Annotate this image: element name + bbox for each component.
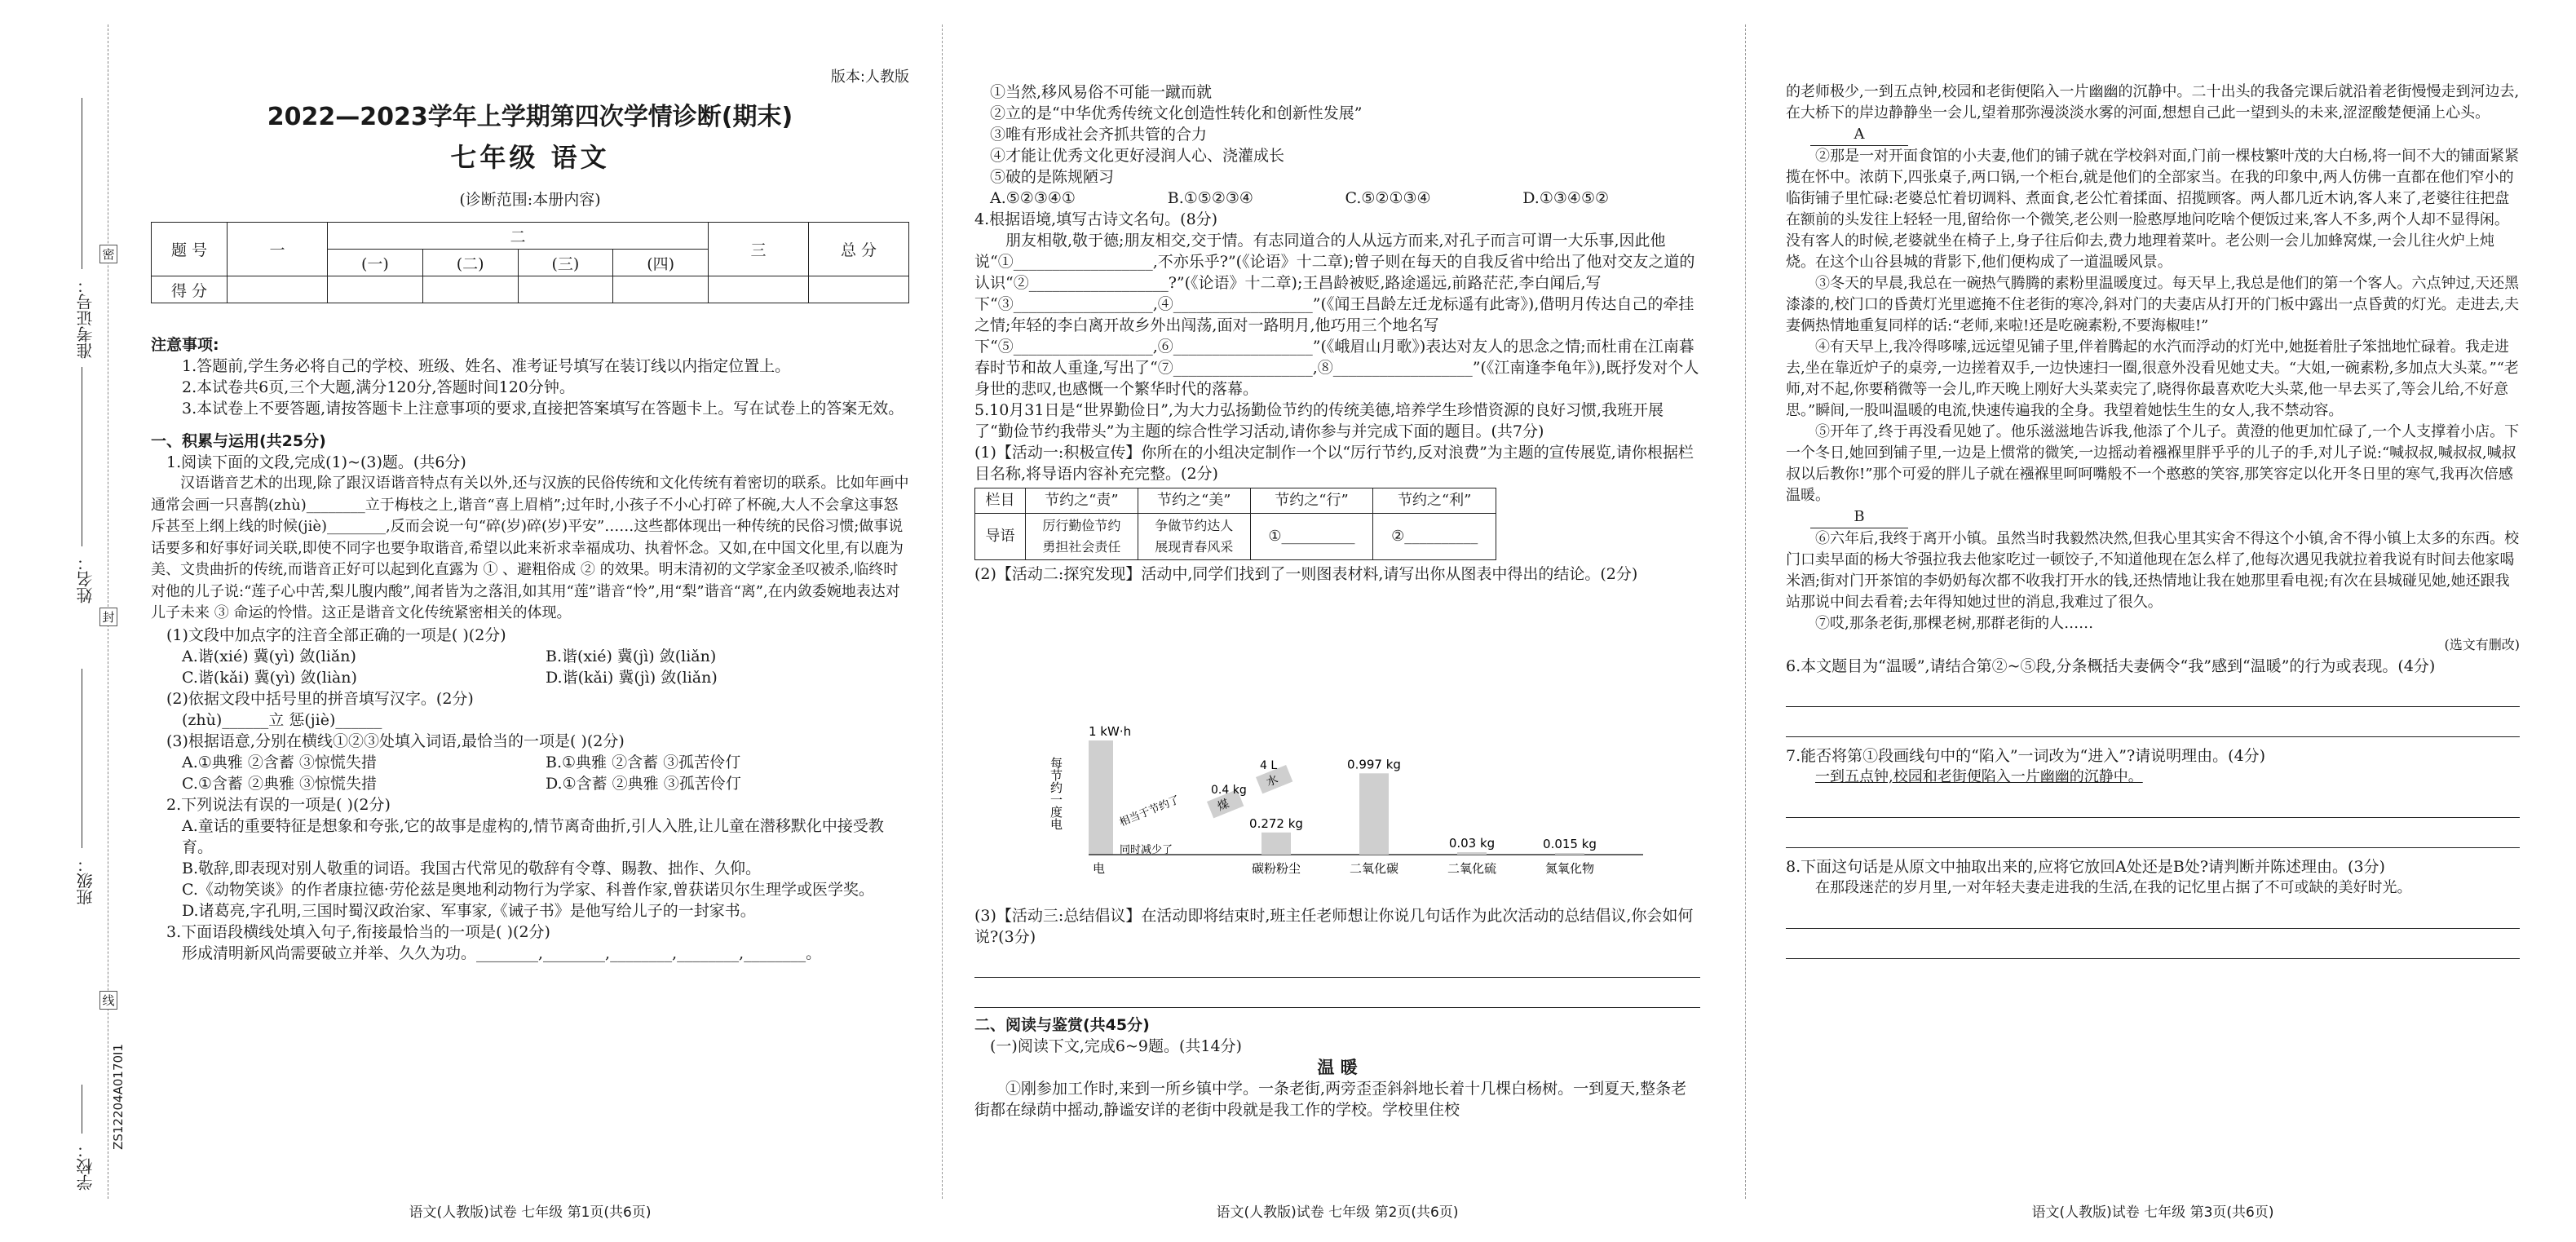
q1-stem: 1.阅读下面的文段,完成(1)~(3)题。(共6分) — [166, 453, 466, 471]
page-divider — [1745, 24, 1747, 1199]
seal-mark-3: 线 — [99, 991, 117, 1010]
act-head: 节约之“利” — [1373, 488, 1496, 514]
score-sub-4: (四) — [613, 250, 709, 276]
score-sub-3: (三) — [518, 250, 613, 276]
q3-option: ③唯有形成社会齐抓共管的合力 — [990, 126, 1208, 144]
energy-chart — [1023, 724, 1643, 879]
act-head: 栏目 — [975, 488, 1026, 514]
score-h-2: 二 — [328, 223, 709, 250]
page-footer: 语文(人教版)试卷 七年级 第2页(共6页) — [1216, 1204, 1459, 1221]
seal-mark-2: 封 — [99, 608, 117, 626]
binding-margin — [0, 0, 151, 1242]
answer-line[interactable] — [1786, 682, 2520, 707]
answer-line[interactable] — [974, 983, 1700, 1008]
section-2-title: 二、阅读与鉴赏(共45分) — [974, 1016, 1150, 1034]
bar-value-label-3: 0.015 kg — [1543, 837, 1597, 851]
notes-title: 注意事项: — [151, 336, 219, 354]
essay-p1: ①刚参加工作时,来到一所乡镇中学。一条老街,两旁歪歪斜斜地长着十几棵白杨树。一到夏天,整条老街都在绿荫中摇动,静谧安详的老街中段就是我工作的学校。学校里住校 — [974, 1080, 1687, 1119]
activity-table — [974, 488, 1496, 560]
q7-quote: 一到五点钟,校园和老街便陷入一片幽幽的沉静中。 — [1815, 768, 2143, 785]
q4-text[interactable]: 朋友相敬,敬于德;朋友相交,交于情。有志同道合的人从远方而来,对孔子而言可谓一大乐事,因此他说“①__________________,不亦乐乎?”(《论语》十二章);曾子则在每天的自我反省中给出了他对交友之道的认识“②__________________?”(《论语》十二章);王昌龄被贬,路途遥远,前路茫茫,李白闻后,写下“③__________________,④__________________”(《闻王昌龄左迁龙标遥有此寄》),借明月传达自己的牵挂之情;年轻的李白离开故乡外出闯荡,面对一路明月,他巧用三个地名写下“⑤__________________,⑥__________________”(《峨眉山月歌》)表达对友人的思念之情;而杜甫在江南暮春时节和故人重逢,写出了“⑦__________________,⑧__________________”(《江南逢李龟年》),既抒发对个人身世的悲叹,也感慨一个繁华时代的落幕。 — [974, 232, 1699, 398]
option-c[interactable]: C.①含蓄 ②典雅 ③惊慌失措 — [182, 774, 378, 793]
bar-1 — [1359, 773, 1389, 855]
q5-2-stem: (2)【活动二:探究发现】活动中,同学们找到了一则图表材料,请写出你从图表中得出的结论。(2分) — [974, 565, 1638, 583]
essay-p1-cont: 的老师极少,一到五点钟,校园和老街便陷入一片幽幽的沉静中。二十出头的我备完课后就沿着老街慢慢走到河边去,在大桥下的岸边静静坐一会儿,望着那弥漫淡淡水雾的河面,想想自己此一望到头的未来,涩涩酸楚便涌上心头。 — [1786, 83, 2520, 122]
option-b[interactable]: B.①⑤②③④ — [1167, 189, 1253, 207]
q5-3-stem: (3)【活动三:总结倡议】在活动即将结束时,班主任老师想让你说几句话作为此次活动的总结倡议,你会如何说?(3分) — [974, 907, 1694, 946]
essay-p4: ④有天早上,我冷得哆嗦,远远望见铺子里,伴着腾起的水汽而浮动的灯光中,她挺着肚子笨拙地忙碌着。我走进去,坐在靠近炉子的桌旁,一边搓着双手,一边快速扫一圈,很意外没看见她丈夫。“大姐,一碗素粉,多加点大头菜。”“老师,对不起,你要稍微等一会儿,昨天晚上刚好大头菜卖完了,晓得你最喜欢吃大头菜,他一早去买了,等会儿给,不好意思。”瞬间,一股叫温暖的电流,快速传遍我的全身。我望着她怯生生的女人,我不禁动容。 — [1786, 338, 2519, 419]
q3-option: ④才能让优秀文化更好浸润人心、浇灌成长 — [990, 147, 1285, 165]
score-cell[interactable] — [422, 276, 518, 303]
q5-stem: 5.10月31日是“世界勤俭日”,为大力弘扬勤俭节约的传统美德,培养学生珍惜资源的良好习惯,我班开展了“勤俭节约我带头”为主题的综合性学习活动,请你参与并完成下面的题目。(共7分) — [974, 401, 1664, 440]
score-cell[interactable] — [809, 276, 909, 303]
chart-annotation: 相当于节约了 — [1117, 793, 1182, 829]
essay-p7: ⑦哎,那条老街,那棵老树,那群老街的人…… — [1815, 615, 2094, 632]
score-cell[interactable] — [328, 276, 423, 303]
note-item: 1.答题前,学生务必将自己的学校、班级、姓名、准考证号填写在装订线以内指定位置上。 — [182, 357, 791, 375]
option-c[interactable]: C.谐(kǎi) 冀(yì) 敛(liàn) — [182, 668, 357, 687]
q1-1-options — [151, 646, 909, 688]
mark-a: A — [1810, 124, 1908, 146]
extra-value-0: 0.4 kg — [1211, 784, 1247, 797]
option-a[interactable]: A.谐(xié) 冀(yì) 敛(liǎn) — [182, 647, 356, 665]
page-footer: 语文(人教版)试卷 七年级 第3页(共6页) — [2031, 1204, 2274, 1221]
score-h-3: 三 — [709, 223, 809, 276]
score-cell[interactable] — [228, 276, 328, 303]
q5-1-stem: (1)【活动一:积极宣传】你所在的小组决定制作一个以“厉行节约,反对浪费”为主题的宣传展览,请你根据栏目名称,将导语内容补充完整。(2分) — [974, 444, 1694, 483]
bar-value-label-2: 0.03 kg — [1448, 836, 1496, 851]
option-b[interactable]: B.敬辞,即表现对别人敬重的词语。我国古代常见的敬辞有令尊、賜教、拙作、久仰。 — [182, 859, 762, 877]
page-divider — [942, 24, 943, 1199]
score-cell[interactable] — [709, 276, 809, 303]
q1-passage: 汉语谐音艺术的出现,除了跟汉语谐音特点有关以外,还与汉族的民俗传统和文化传统有着密切的联系。比如年画中通常会画一只喜鹊(zhù)________立于梅枝之上,谐音“喜上眉梢”;过年时,小孩子不小心打碎了杯碗,大人不会拿这事怒斥甚至上纲上线的时候(jiè)________,反而会说一句“碎(岁)碎(岁)平安”……这些都体现出一种传统的民俗习惯;做事说话要多和好事好词关联,即使不同字也要争取谐音,希望以此来祈求幸福成功、执着怀念。又如,在中国文化里,有以鹿为美、文贵曲折的传统,而谐音正好可以起到化直露为 ① 、避粗俗成 ② 的效果。明末清初的文学家金圣叹被杀,临终时对他的儿子说:“莲子心中苦,梨儿腹内酸”,闻者皆为之落泪,如其用“莲”谐音“怜”,用“梨”谐音“离”,在内敛委婉地表达对儿子未来 ③ 命运的怜惜。这正是谐音文化传统紧密相关的体现。 — [151, 475, 909, 621]
section-1-title: 一、积累与运用(共25分) — [151, 432, 326, 450]
class-label: 班级： — [76, 856, 95, 905]
q4-stem: 4.根据语境,填写古诗文名句。(8分) — [974, 210, 1218, 228]
note-item: 2.本试卷共6页,三个大题,满分120分,答题时间120分钟。 — [182, 378, 575, 396]
act-cell: 厉行勤俭节约 勇担社会责任 — [1025, 514, 1138, 560]
answer-line[interactable] — [974, 952, 1700, 978]
page-2 — [974, 0, 1700, 1242]
act-cell: 导语 — [975, 514, 1026, 560]
q7-stem: 7.能否将第①段画线句中的“陷入”一词改为“进入”?请说明理由。(4分) — [1786, 747, 2266, 765]
x-start-label: 电 — [1093, 861, 1106, 876]
score-h-1: 一 — [228, 223, 328, 276]
score-sub-2: (二) — [422, 250, 518, 276]
essay-p5: ⑤开年了,终于再没看见她了。他乐滋滋地告诉我,他添了个儿子。黄澄的他更加忙碌了,一个人支撑着小店。下一个冬日,她回到铺子里,一边是上惯常的微笑,一边摇动着襁褓里胖乎乎的儿子的手,对儿子说:“喊叔叔,喊叔叔,喊叔叔以后教你!”那个可爱的胖儿子就在襁褓里呵呵嘴般不一个憨憨的笑容,那笑容定以化开冬日里的寒气,我再次倍感温暖。 — [1786, 423, 2520, 504]
essay-p6: ⑥六年后,我终于离开小镇。虽然当时我毅然决然,但我心里其实舍不得这个小镇,舍不得小镇上太多的东西。校门口卖早面的杨大爷强拉我去他家吃过一顿饺子,不知道他现在怎么样了,他每次遇见我就拉着我说有时间去他家喝米酒;街对门开茶馆的李奶奶每次都不收我打开水的钱,还热情地让我在她那里看电视;有次在县城碰见她,她还跟我站那说中间去看着;去年得知她过世的消息,我难过了很久。 — [1786, 530, 2520, 611]
exam-id-label: 准考证号： — [76, 277, 95, 359]
mark-b: B — [1810, 506, 1908, 528]
option-c[interactable]: C.《动物笑谈》的作者康拉德·劳伦兹是奥地利动物行为学家、科普作家,曾获诺贝尔生理学或医学奖。 — [182, 880, 874, 899]
answer-line[interactable] — [1786, 904, 2520, 929]
act-blank-2[interactable]: ②__________ — [1373, 514, 1496, 560]
q1-2-blanks[interactable]: (zhù)______立 惩(jiè)______ — [182, 710, 382, 729]
act-head: 节约之“行” — [1250, 488, 1373, 514]
q3-option: ⑤破的是陈规陋习 — [990, 168, 1115, 186]
score-table — [151, 222, 909, 303]
option-b[interactable]: B.谐(xié) 冀(jì) 敛(liǎn) — [546, 647, 717, 665]
category-label-2: 二氧化硫 — [1447, 861, 1497, 876]
option-d[interactable]: D.①③④⑤② — [1522, 189, 1610, 207]
bar-value-label-1: 0.997 kg — [1347, 757, 1401, 772]
answer-line[interactable] — [1786, 793, 2520, 818]
essay-p3: ③冬天的早晨,我总在一碗热气腾腾的素粉里温暖度过。每天早上,我总是他们的第一个客人。六点钟过,天还黑漆漆的,校门口的昏黄灯光里遮掩不住老街的寒冷,斜对门的夫妻店从打开的门板中露出一点昏黄的灯光。走进去,夫妻俩热情地重复同样的话:“老师,来啦!还是吃碗素粉,不要海椒哇!” — [1786, 275, 2520, 334]
page-footer: 语文(人教版)试卷 七年级 第1页(共6页) — [409, 1204, 652, 1221]
option-a[interactable]: A.①典雅 ②含蓄 ③惊慌失措 — [182, 753, 377, 771]
q6-stem: 6.本文题目为“温暖”,请结合第②~⑤段,分条概括夫妻俩令“我”感到“温暖”的行为或表现。(4分) — [1786, 657, 2436, 675]
q3-option: ①当然,移风易俗不可能一蹴而就 — [990, 83, 1213, 101]
score-cell[interactable] — [613, 276, 709, 303]
extra-label-1: 水 — [1264, 772, 1280, 789]
score-cell[interactable] — [518, 276, 613, 303]
answer-line[interactable] — [1786, 823, 2520, 848]
page-3 — [1786, 0, 2520, 1242]
seal-mark-1: 密 — [99, 245, 117, 263]
category-label-0: 碳粉粉尘 — [1251, 861, 1301, 876]
page2-body — [974, 82, 1700, 585]
answer-line[interactable] — [1786, 934, 2520, 959]
option-d[interactable]: D.谐(kǎi) 冀(jì) 敛(liǎn) — [546, 668, 718, 687]
bar-3 — [1555, 853, 1584, 855]
page3-body — [1786, 82, 2520, 959]
option-d[interactable]: D.诸葛亮,字孔明,三国时蜀汉政治家、军事家,《诫子书》是他写给儿子的一封家书。 — [182, 901, 756, 920]
source-note: (选文有删改) — [2444, 637, 2520, 652]
q8-quote: 在那段迷茫的岁月里,一对年轻夫妻走进我的生活,在我的记忆里占据了不可或缺的美好时光。 — [1815, 879, 2412, 896]
extra-value-1: 4 L — [1260, 759, 1278, 772]
page2-body-2 — [974, 905, 1700, 1120]
category-label-1: 二氧化碳 — [1349, 861, 1399, 876]
option-c[interactable]: C.⑤②①③④ — [1345, 189, 1431, 207]
extra-label-0: 煤 — [1215, 797, 1231, 814]
q1-3-stem: (3)根据语意,分别在横线①②③处填入词语,最恰当的一项是( )(2分) — [166, 731, 625, 750]
page1-body — [151, 334, 909, 964]
y-axis-label: 每节约一度电 — [1049, 757, 1063, 830]
q3-text: 形成清明新风尚需要破立并举、久久为功。________,________,________,________,________。 — [182, 944, 822, 962]
exam-subtitle: 七年级 语文 — [450, 142, 610, 173]
option-d[interactable]: D.①含蓄 ②典雅 ③孤苦伶仃 — [546, 774, 741, 793]
essay-title: 温 暖 — [1317, 1058, 1358, 1077]
q3-option: ②立的是“中华优秀传统文化创造性转化和创新性发展” — [990, 104, 1363, 122]
exam-title: 2022—2023学年上学期第四次学情诊断(期末) — [267, 103, 793, 131]
paper-code: ZS12204A0170I1 — [111, 1044, 126, 1150]
act-blank-1[interactable]: ①__________ — [1250, 514, 1373, 560]
chart-annotation-2: 同时减少了 — [1120, 844, 1173, 856]
score-h-total: 总 分 — [809, 223, 909, 276]
edition-label: 版本:人教版 — [830, 69, 909, 86]
q1-2-stem: (2)依据文段中括号里的拼音填写汉字。(2分) — [166, 689, 474, 708]
exam-scope: (诊断范围:本册内容) — [459, 191, 601, 209]
act-cell: 争做节约达人 展现青春风采 — [1138, 514, 1250, 560]
name-label: 姓名： — [76, 555, 95, 603]
q2-stem: 2.下列说法有误的一项是( )(2分) — [166, 795, 391, 814]
q3-choices — [974, 188, 1700, 209]
essay-p2: ②那是一对开面食馆的小夫妻,他们的铺子就在学校斜对面,门前一棵枝繁叶茂的大白杨,将一间不大的铺面紧紧揽在怀中。浓荫下,四张桌子,两口锅,一个柜台,就是他们的全部家当。在我的印象中,两人仿佛一直都在他们窄小的临街铺子里忙碌:老婆总忙着切调料、煮面食,老公忙着揉面、招揽顾客。两人都几近木讷,客人来了,老婆往往把盘在额前的头发往上轻轻一甩,留给你一个微笑,老公则一脸憨厚地问吃啥个便饭过来,客人不多,两个人却不显得闲。没有客人的时候,老婆就坐在椅子上,身子往后仰去,费力地理着菜叶。老公则一会儿加蜂窝煤,一会儿往火炉上炖烧。在这个山谷县城的背影下,他们便构成了一道温暖风景。 — [1786, 148, 2520, 271]
sub1-stem: (一)阅读下文,完成6~9题。(共14分) — [990, 1037, 1242, 1055]
source-bar — [1089, 740, 1113, 855]
option-b[interactable]: B.①典雅 ②含蓄 ③孤苦伶仃 — [546, 753, 741, 771]
q1-3-options — [151, 752, 909, 794]
top-label: 1 kW·h — [1089, 724, 1132, 739]
note-item: 3.本试卷上不要答题,请按答题卡上注意事项的要求,直接把答案填写在答题卡上。写在试卷上的答案无效。 — [182, 400, 904, 418]
q8-stem: 8.下面这句话是从原文中抽取出来的,应将它放回A处还是B处?请判断并陈述理由。(3分) — [1786, 858, 2385, 876]
category-label-3: 氮氧化物 — [1544, 861, 1595, 876]
option-a[interactable]: A.⑤②③④① — [990, 189, 1076, 207]
page-1 — [151, 0, 909, 1242]
answer-line[interactable] — [1786, 712, 2520, 737]
bar-2 — [1457, 852, 1487, 855]
score-sub-1: (一) — [328, 250, 423, 276]
score-h-tihao: 题 号 — [152, 223, 228, 276]
act-head: 节约之“责” — [1025, 488, 1138, 514]
q3-stem: 3.下面语段横线处填入句子,衔接最恰当的一项是( )(2分) — [166, 922, 550, 941]
score-row-label: 得 分 — [152, 276, 228, 303]
school-label: 学校： — [76, 1142, 95, 1191]
q1-1-stem: (1)文段中加点字的注音全部正确的一项是( )(2分) — [166, 625, 506, 644]
bar-value-label-0: 0.272 kg — [1249, 815, 1303, 831]
option-a[interactable]: A.童话的重要特征是想象和夸张,它的故事是虚构的,情节离奇曲折,引人入胜,让儿童在潜移默化中接受教育。 — [182, 816, 884, 856]
act-head: 节约之“美” — [1138, 488, 1250, 514]
bar-0 — [1261, 833, 1291, 855]
